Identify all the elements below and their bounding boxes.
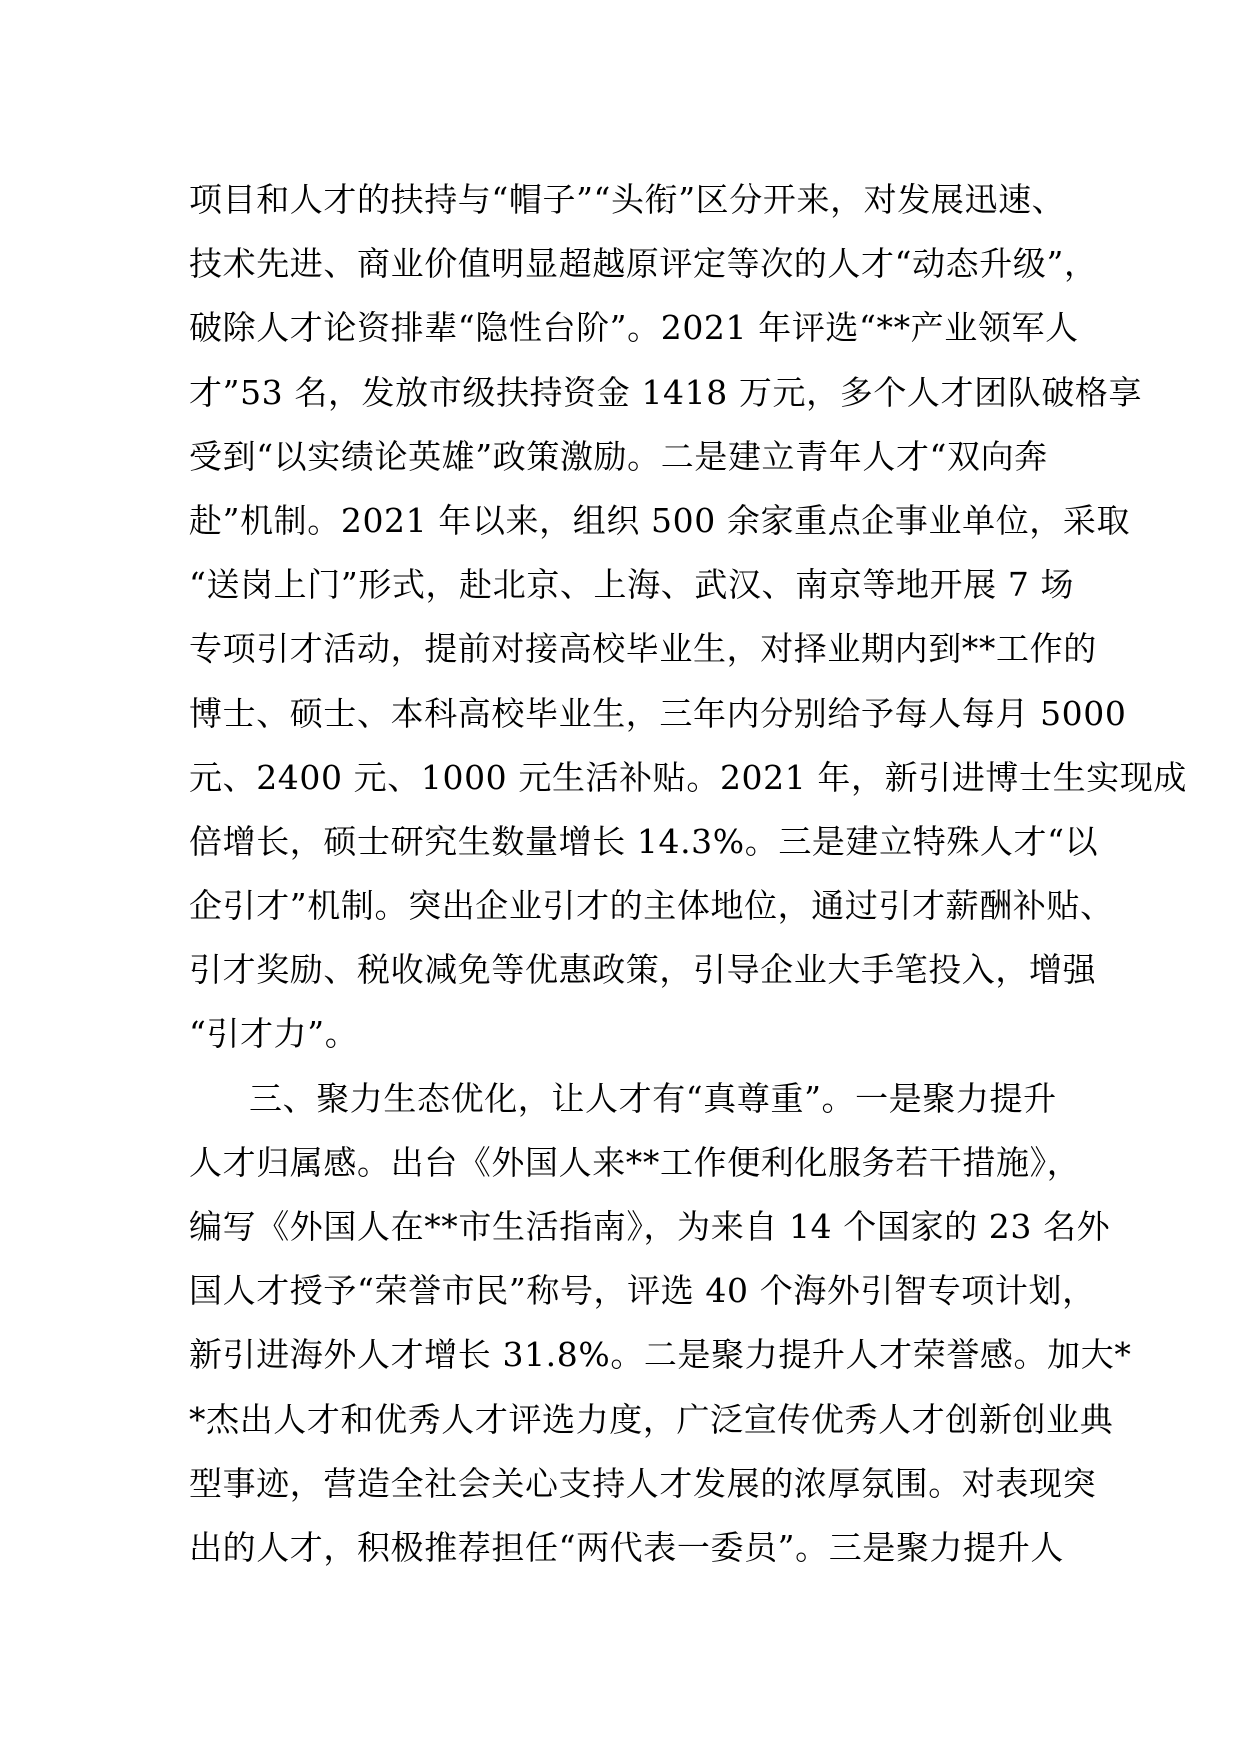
text-line-22: 出的人才，积极推荐担任“两代表一委员”。三是聚力提升人: [189, 1527, 1064, 1567]
text-line-4: 才”53 名，发放市级扶持资金 1418 万元，多个人才团队破格享: [189, 372, 1143, 412]
text-line-10: 元、2400 元、1000 元生活补贴。2021 年，新引进博士生实现成: [189, 757, 1188, 797]
text-line-13: 引才奖励、税收减免等优惠政策，引导企业大手笔投入，增强: [189, 950, 1097, 990]
text-line-12: 企引才”机制。突出企业引才的主体地位，通过引才薪酬补贴、: [189, 886, 1114, 926]
text-line-19: 新引进海外人才增长 31.8%。二是聚力提升人才荣誉感。加大*: [189, 1335, 1132, 1375]
text-line-18: 国人才授予“荣誉市民”称号，评选 40 个海外引智专项计划，: [189, 1271, 1096, 1311]
text-line-17: 编写《外国人在**市生活指南》，为来自 14 个国家的 23 名外: [189, 1207, 1111, 1246]
text-line-8: 专项引才活动，提前对接高校毕业生，对择业期内到**工作的: [189, 629, 1097, 669]
text-line-7: “送岗上门”形式，赴北京、上海、武汉、南京等地开展 7 场: [189, 565, 1075, 605]
text-line-5: 受到“以实绩论英雄”政策激励。二是建立青年人才“双向奔: [189, 436, 1048, 476]
text-line-21: 型事迹，营造全社会关心支持人才发展的浓厚氛围。对表现突: [189, 1463, 1097, 1503]
text-line-3: 破除人才论资排辈“隐性台阶”。2021 年评选“**产业领军人: [189, 308, 1079, 348]
document-body: [189, 168, 1188, 1580]
text-line-20: *杰出人才和优秀人才评选力度，广泛宣传优秀人才创新创业典: [189, 1399, 1114, 1439]
section-heading-line: 三、聚力生态优化，让人才有“真尊重”。一是聚力提升: [249, 1078, 1057, 1118]
text-line-2: 技术先进、商业价值明显超越原评定等次的人才“动态升级”，: [189, 244, 1098, 284]
text-line-11: 倍增长，硕士研究生数量增长 14.3%。三是建立特殊人才“以: [189, 821, 1099, 861]
text-line-1: 项目和人才的扶持与“帽子”“头衔”区分开来，对发展迅速、: [189, 180, 1066, 219]
text-line-14: “引才力”。: [189, 1014, 359, 1054]
text-line-9: 博士、硕士、本科高校毕业生，三年内分别给予每人每月 5000: [189, 693, 1127, 733]
text-line-6: 赴”机制。2021 年以来，组织 500 余家重点企事业单位，采取: [189, 500, 1131, 540]
text-line-16: 人才归属感。出台《外国人来**工作便利化服务若干措施》，: [189, 1142, 1081, 1182]
